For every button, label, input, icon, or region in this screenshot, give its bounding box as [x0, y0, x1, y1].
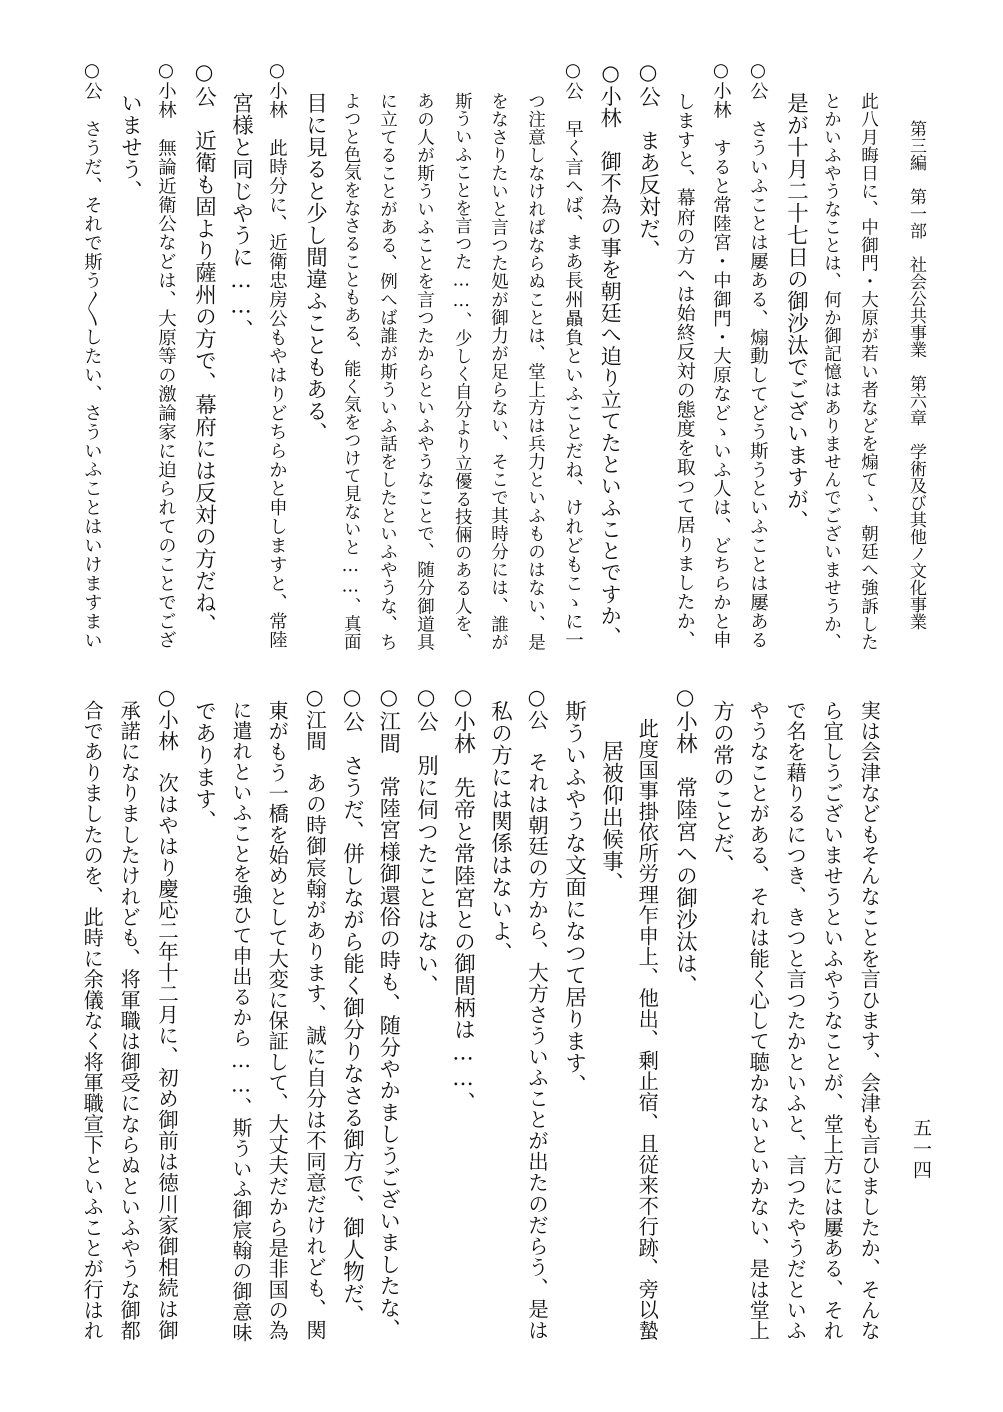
text-line: ○公 まあ反対だ、 [635, 60, 661, 262]
running-header: 第三編 第一部 社会公共事業 第六章 学術及び其他ノ文化事業 [906, 120, 926, 630]
text-line: とかいふやうなことは、何か御記憶はありませんでございませうか、 [821, 92, 842, 651]
text-line: ○小林 次はやはり慶応二年十二月に、初め御前は徳川家御相続は御 [154, 685, 179, 1341]
text-line: 目に見ると少し間違ふこともある、 [302, 92, 328, 444]
text-line: ○公 早く言へば、まあ長州贔負といふことだね、けれどもこゝに一 [562, 60, 584, 650]
text-line: 私の方には関係はないよ、 [487, 700, 513, 964]
text-line: をなさりたいと言つた処が御力が足らない、そこで其時分には、誰が [488, 92, 509, 651]
text-line: ○江間 常陸宮様御還俗の時も、随分やかましうございましたな、 [376, 685, 402, 1341]
text-line: ○小林 すると常陸宮・中御門・大原などゝいふ人は、どちらかと申 [710, 60, 732, 650]
text-line: ○公 それは朝廷の方から、大方さういふことが出たのだらう、是は [524, 685, 549, 1341]
text-line: 此八月晦日に、中御門・大原が若い者などを煽てゝ、朝廷へ強訴した [858, 92, 879, 651]
text-line: ○小林 常陸宮への御沙汰は、 [672, 685, 698, 997]
text-line: で名を藉りるにつき、きつと言つたかといふと、言つたやうだといふ [783, 700, 808, 1342]
text-line: よつと色気をなさることもある、能く気をつけて見ないと……、真面 [340, 92, 361, 651]
text-line: 居被仰出候事、 [598, 740, 624, 894]
text-line: ○公 さうだ、併しながら能く御分りなさる御方で、御人物だ、 [339, 685, 365, 1327]
text-line: ○小林 先帝と常陸宮との御間柄は……、 [450, 685, 476, 1114]
text-line: 方の常のことだ、 [709, 700, 735, 876]
text-line: ○小林 無論近衛公などは、大原等の激論家に迫られてのことでござ [155, 60, 177, 650]
text-line: ○公 近衛も固より薩州の方で、幕府には反対の方だね、 [191, 60, 217, 636]
text-line: ○公 さうだ、それで斯う〳〵したい、さういふことはいけますまい [81, 60, 103, 650]
text-line: 斯ういふことを言つた……、少しく自分より立優る技倆のある人を、 [451, 92, 472, 651]
text-line: ら宜しうございませうといふやうなことが、堂上方には屢ある、それ [820, 700, 845, 1342]
text-line: ○公 別に伺つたことはない、 [413, 685, 439, 997]
text-line: しますと、幕府の方へは始終反対の態度を取つて居りましたか、 [673, 92, 695, 650]
text-line: つ注意しなければならぬことは、堂上方は兵力といふものはない、是 [525, 92, 546, 651]
text-line: いませう、 [117, 92, 143, 202]
text-line: 是が十月二十七日の御沙汰でございますが、 [783, 92, 809, 532]
text-line: 宮様と同じやうに……、 [228, 92, 254, 341]
text-line: に遣れといふことを強ひて申出るから……、斯ういふ御宸翰の御意味 [228, 700, 253, 1343]
text-line: ○小林 御不為の事を朝廷へ迫り立てたといふことですか、 [598, 60, 624, 649]
text-line: 実は会津などもそんなことを言ひます、会津も言ひましたか、そんな [857, 700, 882, 1342]
text-line: 東がもう一橋を始めとして大変に保証して、大丈夫だから是非国の為 [265, 700, 290, 1342]
page-number: 五一四 [910, 1118, 932, 1181]
text-line: ○江間 あの時御宸翰があります、誠に自分は不同意だけれども、関 [302, 685, 327, 1341]
text-line: ○公 さういふことは屢ある、煽動してどう斯うといふことは屢ある [747, 60, 769, 650]
text-line: やうなことがある、それは能く心して聴かないといかない、是は堂上 [746, 700, 771, 1342]
text-line: であります、 [191, 700, 217, 832]
text-line: 此度国事掛依所労理乍申上、他出、剰止宿、且従来不行跡、旁以蟄 [635, 718, 660, 1341]
text-line: に立てることがある、例へば誰が斯ういふ話をしたといふやうな、ち [377, 92, 398, 651]
text-line: ○小林 此時分に、近衛忠房公もやはりどちらかと申しますと、常陸 [266, 60, 288, 650]
text-line: あの人が斯ういふことを言つたからといふやうなことで、随分御道具 [414, 92, 435, 651]
text-line: 合でありましたのを、此時に余儀なく将軍職宣下といふことが行はれ [80, 700, 105, 1342]
text-line: 斯ういふやうな文面になつて居ります、 [561, 700, 587, 1096]
text-line: 承諾になりましたけれども、将軍職は御受にならぬといふやうな御都 [117, 700, 142, 1342]
